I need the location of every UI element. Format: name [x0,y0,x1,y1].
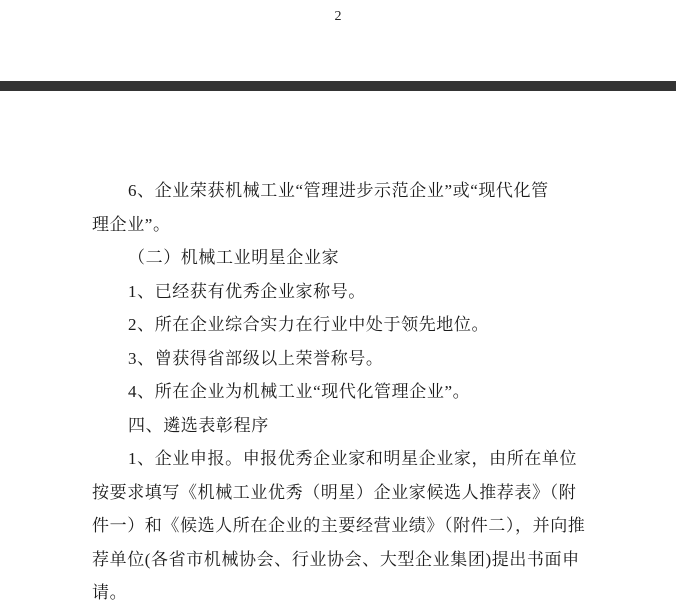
text-line: 4、所在企业为机械工业“现代化管理企业”。 [128,382,471,401]
document-body [92,174,584,610]
text-line: （二）机械工业明星企业家 [128,248,340,267]
text-line: 理企业”。 [92,214,171,234]
text-line: 按要求填写《机械工业优秀（明星）企业家候选人推荐表》（附 [92,482,577,502]
text-line: 6、企业荣获机械工业“管理进步示范企业”或“现代化管 [128,181,549,200]
text-line: 件一）和《候选人所在企业的主要经营业绩》（附件二），并向推 [92,516,586,535]
page-separator-bar [0,81,676,91]
text-line: 四、遴选表彰程序 [128,415,269,435]
text-line: 荐单位(各省市机械协会、行业协会、大型企业集团)提出书面申 [92,549,580,569]
text-line: 1、企业申报。申报优秀企业家和明星企业家，由所在单位 [128,449,578,468]
text-line: 2、所在企业综合实力在行业中处于领先地位。 [128,315,490,334]
text-line: 3、曾获得省部级以上荣誉称号。 [128,348,384,368]
page-number: 2 [334,9,342,24]
text-line: 1、已经获有优秀企业家称号。 [128,281,366,301]
text-line: 请。 [92,583,128,602]
